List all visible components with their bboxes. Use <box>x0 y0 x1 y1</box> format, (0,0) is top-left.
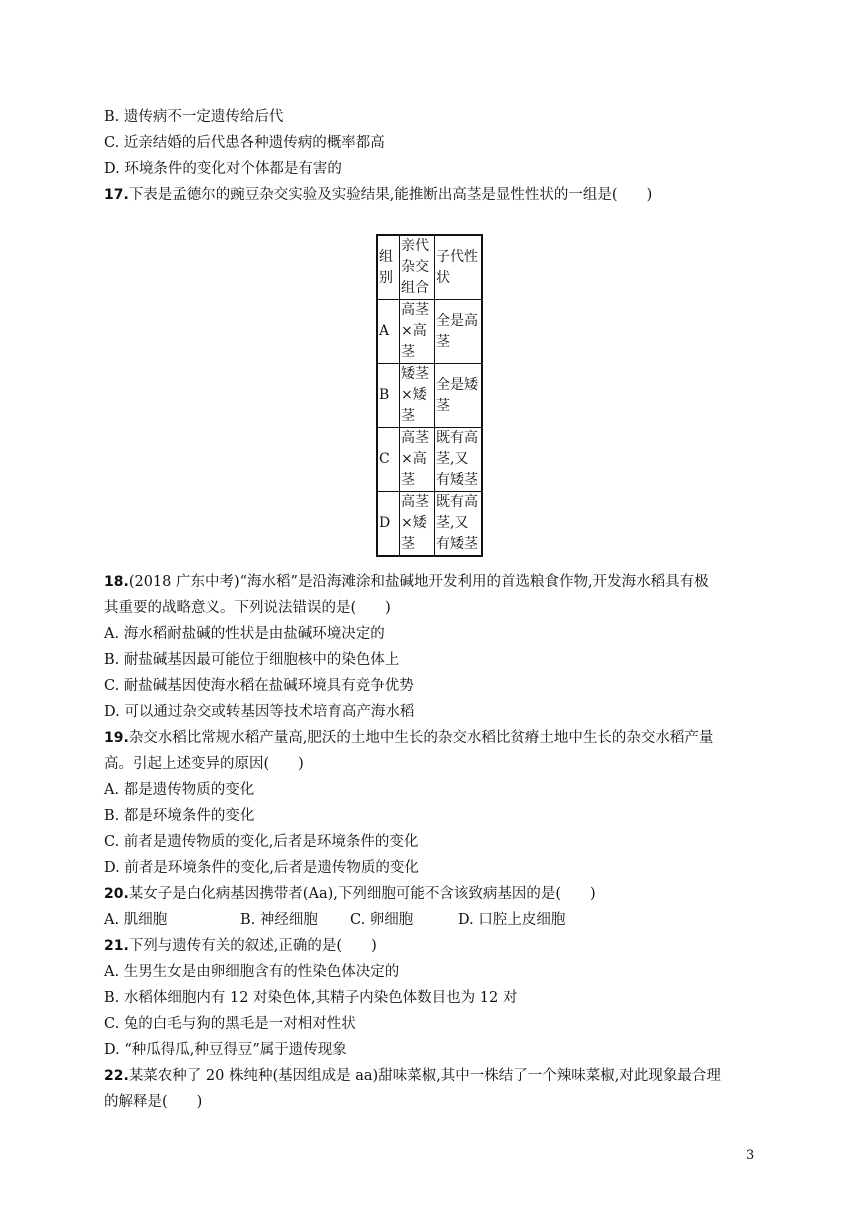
q20-number: 20. <box>104 886 129 902</box>
header-offspring: 子代性状 <box>435 235 483 300</box>
table-header-row <box>377 235 482 300</box>
table-row <box>377 364 482 428</box>
q19-stem-line1 <box>104 728 764 748</box>
q18-option-d: D. 可以通过杂交或转基因等技术培育高产海水稻 <box>104 704 415 720</box>
cell-cross: 高茎×矮茎 <box>400 492 435 557</box>
q21-number: 21. <box>104 938 129 954</box>
table-row <box>377 428 482 492</box>
table-row <box>377 300 482 364</box>
cell-group: B <box>377 364 400 428</box>
q16-option-b: B. 遗传病不一定遗传给后代 <box>104 109 284 125</box>
q17-table <box>376 234 483 557</box>
cell-offspring: 全是高茎 <box>435 300 483 364</box>
q17-stem <box>104 185 764 205</box>
header-group: 组别 <box>377 235 400 300</box>
q21-option-b: B. 水稻体细胞内有 12 对染色体,其精子内染色体数目也为 12 对 <box>104 990 518 1006</box>
q17-text: 下表是孟德尔的豌豆杂交实验及实验结果,能推断出高茎是显性性状的一组是( ) <box>128 187 653 203</box>
q18-stem-line2: 其重要的战略意义。下列说法错误的是( ) <box>104 600 391 616</box>
q22-stem-line2: 的解释是( ) <box>104 1094 203 1110</box>
q18-option-a: A. 海水稻耐盐碱的性状是由盐碱环境决定的 <box>104 626 385 642</box>
q20-options <box>104 910 764 930</box>
q19-text-1: 杂交水稻比常规水稻产量高,肥沃的土地中生长的杂交水稻比贫瘠土地中生长的杂交水稻产量 <box>128 730 714 746</box>
q18-option-b: B. 耐盐碱基因最可能位于细胞核中的染色体上 <box>104 652 400 668</box>
q20-stem <box>104 884 764 904</box>
q22-text-1: 某菜农种了 20 株纯种(基因组成是 aa)甜味菜椒,其中一株结了一个辣味菜椒,对此现象最合理 <box>128 1068 721 1084</box>
q19-number: 19. <box>104 730 129 746</box>
q18-number: 18. <box>104 574 129 590</box>
q16-option-c: C. 近亲结婚的后代患各种遗传病的概率都高 <box>104 135 385 151</box>
header-cross: 亲代杂交组合 <box>400 235 435 300</box>
q19-option-a: A. 都是遗传物质的变化 <box>104 782 255 798</box>
q17-number: 17. <box>104 187 129 203</box>
q22-stem-line1 <box>104 1066 764 1086</box>
q20-option-d: D. 口腔上皮细胞 <box>458 912 566 928</box>
q19-stem-line2: 高。引起上述变异的原因( ) <box>104 756 304 772</box>
q19-option-d: D. 前者是环境条件的变化,后者是遗传物质的变化 <box>104 860 419 876</box>
cell-offspring: 既有高茎,又有矮茎 <box>435 428 483 492</box>
page-number: 3 <box>746 1148 755 1163</box>
cell-cross: 高茎×高茎 <box>400 428 435 492</box>
q21-option-a: A. 生男生女是由卵细胞含有的性染色体决定的 <box>104 964 400 980</box>
q21-option-d: D. “种瓜得瓜,种豆得豆”属于遗传现象 <box>104 1042 347 1058</box>
q18-stem-line1 <box>104 572 764 592</box>
q20-text: 某女子是白化病基因携带者(Aa),下列细胞可能不含该致病基因的是( ) <box>128 886 596 902</box>
q21-text: 下列与遗传有关的叙述,正确的是( ) <box>128 938 377 954</box>
q21-stem <box>104 936 764 956</box>
cell-offspring: 全是矮茎 <box>435 364 483 428</box>
q20-option-c: C. 卵细胞 <box>350 912 414 928</box>
cell-offspring: 既有高茎,又有矮茎 <box>435 492 483 557</box>
cell-group: A <box>377 300 400 364</box>
q22-number: 22. <box>104 1068 129 1084</box>
q21-option-c: C. 兔的白毛与狗的黑毛是一对相对性状 <box>104 1016 356 1032</box>
cell-cross: 矮茎×矮茎 <box>400 364 435 428</box>
q16-option-d: D. 环境条件的变化对个体都是有害的 <box>104 161 342 177</box>
q20-option-a: A. 肌细胞 <box>104 912 168 928</box>
q20-option-b: B. 神经细胞 <box>240 912 318 928</box>
q19-option-c: C. 前者是遗传物质的变化,后者是环境条件的变化 <box>104 834 419 850</box>
table-row <box>377 492 482 557</box>
cell-group: D <box>377 492 400 557</box>
cell-group: C <box>377 428 400 492</box>
q19-option-b: B. 都是环境条件的变化 <box>104 808 255 824</box>
cell-cross: 高茎×高茎 <box>400 300 435 364</box>
q18-text-1: (2018 广东中考)“海水稻”是沿海滩涂和盐碱地开发利用的首选粮食作物,开发海水稻具有极 <box>128 574 709 590</box>
q18-option-c: C. 耐盐碱基因使海水稻在盐碱环境具有竞争优势 <box>104 678 414 694</box>
